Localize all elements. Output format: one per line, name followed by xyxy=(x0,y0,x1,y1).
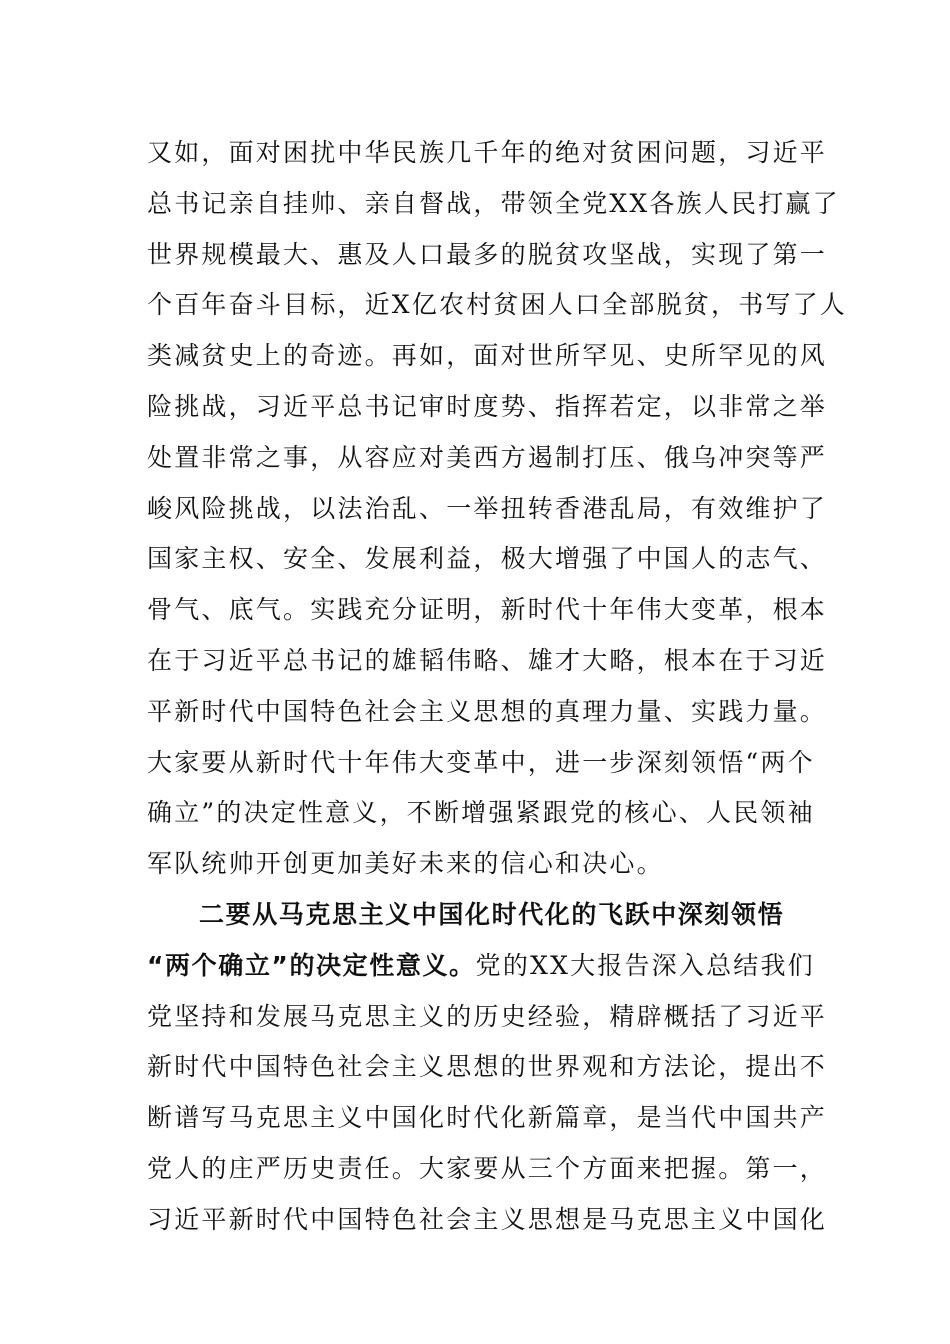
text-line: 断谱写马克思主义中国化时代化新篇章，是当代中国共产 xyxy=(147,1103,828,1133)
text-line: 险挑战，习近平总书记审时度势、指挥若定，以非常之举 xyxy=(147,391,828,421)
text-line: 新时代中国特色社会主义思想的世界观和方法论，提出不 xyxy=(147,1052,828,1082)
section-heading: 二要从马克思主义中国化时代化的飞跃中深刻领悟 xyxy=(199,899,785,929)
section-heading-end: “两个确立”的决定性意义。 xyxy=(147,950,476,980)
text-line: 党人的庄严历史责任。大家要从三个方面来把握。第一， xyxy=(147,1153,828,1183)
text-line: 又如，面对困扰中华民族几千年的绝对贫困问题，习近平 xyxy=(147,138,828,167)
text-line: 大家要从新时代十年伟大变革中，进一步深刻领悟“两个 xyxy=(147,747,815,777)
text-line: 在于习近平总书记的雄韬伟略、雄才大略，根本在于习近 xyxy=(147,645,828,675)
body-text xyxy=(147,128,848,1246)
text-line: 总书记亲自挂帅、亲自督战，带领全党XX各族人民打赢了 xyxy=(147,188,840,218)
text-line: 习近平新时代中国特色社会主义思想是马克思主义中国化 xyxy=(147,1204,828,1234)
text-line: 平新时代中国特色社会主义思想的真理力量、实践力量。 xyxy=(147,696,828,726)
text-line: 峻风险挑战，以法治乱、一举扭转香港乱局，有效维护了 xyxy=(147,493,828,523)
text-line: 骨气、底气。实践充分证明，新时代十年伟大变革，根本 xyxy=(147,595,828,625)
heading-continuation-line xyxy=(147,941,815,992)
text-line: 处置非常之事，从容应对美西方遏制打压、俄乌冲突等严 xyxy=(147,442,828,472)
text-line: 世界规模最大、惠及人口最多的脱贫攻坚战，实现了第一 xyxy=(147,239,828,269)
text-run: 党的XX大报告深入总结我们 xyxy=(475,950,815,980)
text-line: 军队统帅开创更加美好未来的信心和决心。 xyxy=(147,849,664,879)
text-line: 类减贫史上的奇迹。再如，面对世所罕见、史所罕见的风 xyxy=(147,341,828,371)
text-line: 确立”的决定性意义，不断增强紧跟党的核心、人民领袖 xyxy=(147,798,815,828)
text-line: 党坚持和发展马克思主义的历史经验，精辟概括了习近平 xyxy=(147,1001,828,1031)
text-line: 国家主权、安全、发展利益，极大增强了中国人的志气、 xyxy=(147,544,828,574)
text-line: 个百年奋斗目标，近X亿农村贫困人口全部脱贫，书写了人 xyxy=(147,290,848,320)
